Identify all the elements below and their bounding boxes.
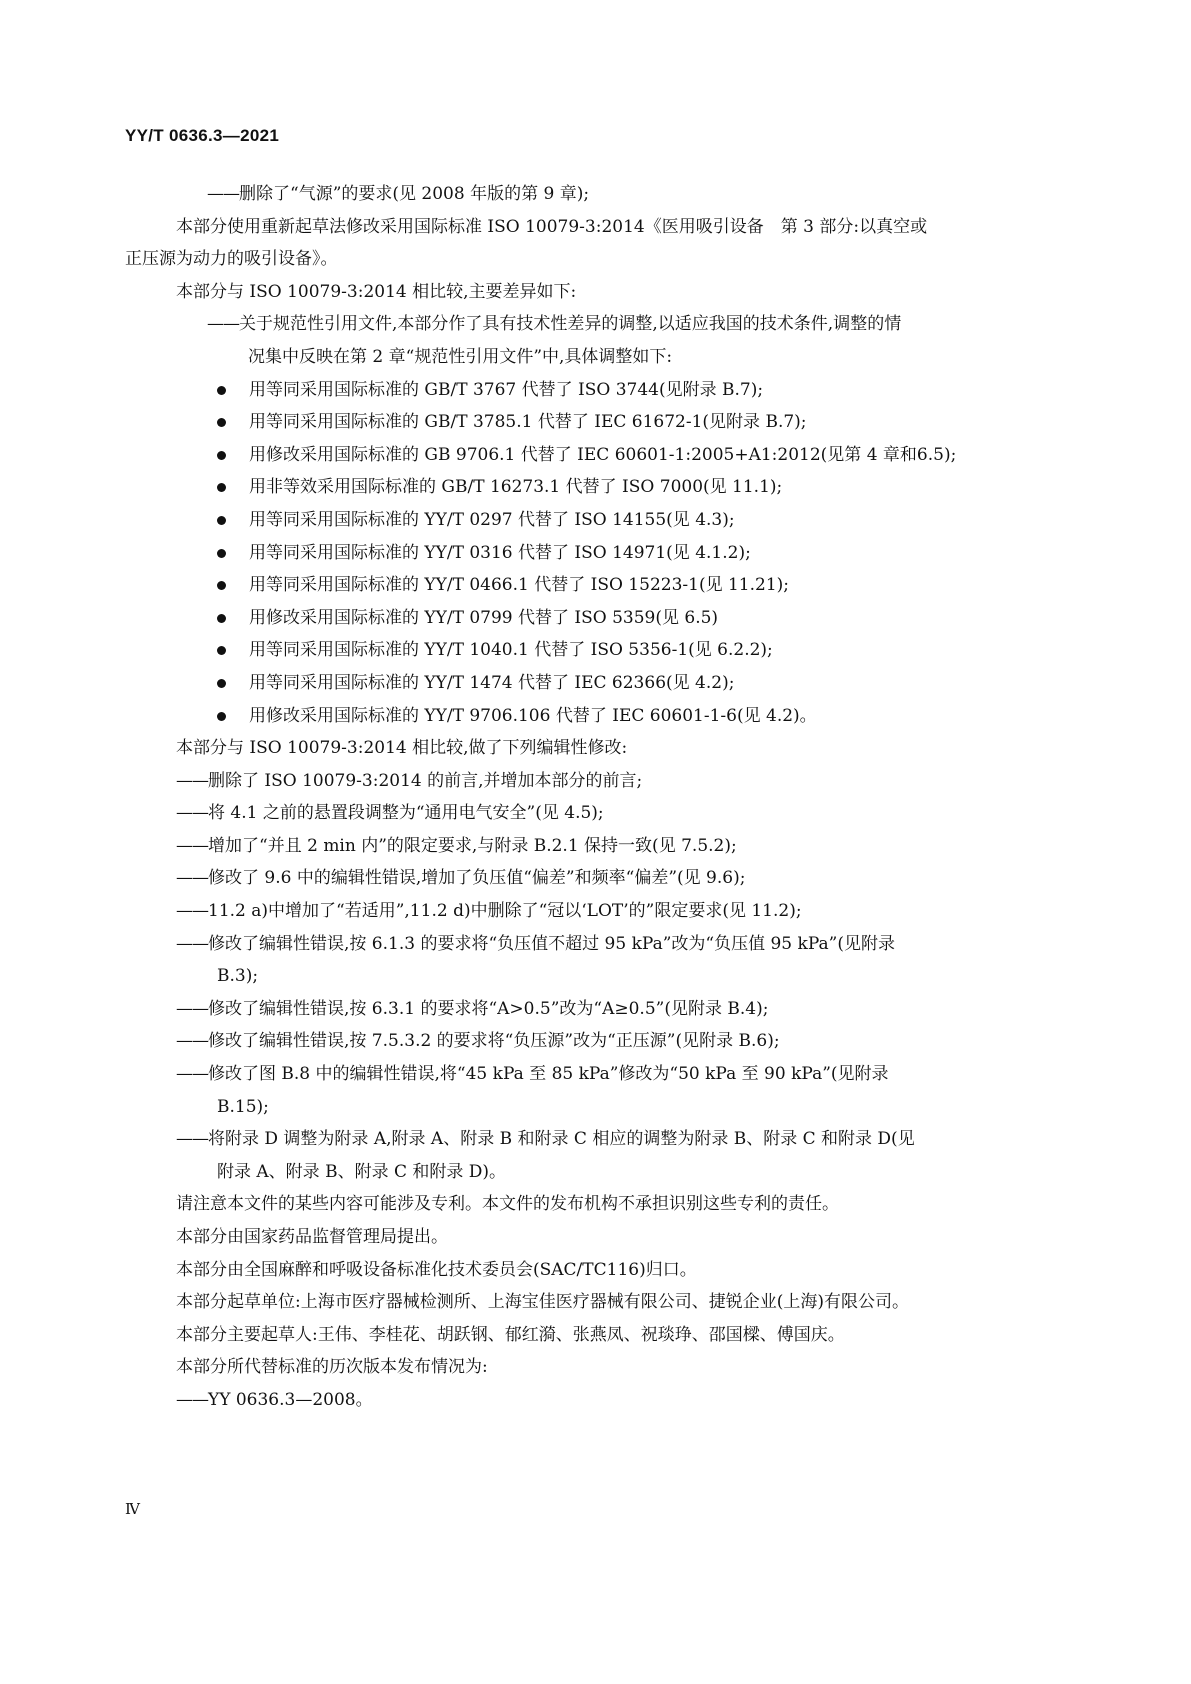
removed-gas-source-item [166,178,1065,211]
technical-differences-intro: 本部分与 ISO 10079-3:2014 相比较,主要差异如下: [176,281,577,302]
bullet-icon [217,679,226,688]
list-item [125,634,1065,667]
list-item-text: 用等同采用国际标准的 YY/T 0297 代替了 ISO 14155(见 4.3); [249,509,735,530]
removed-gas-source-text: 删除了“气源”的要求(见 2008 年版的第 9 章); [239,184,590,204]
dash-mark: —— [176,803,208,824]
foreword-content [125,178,1065,1417]
bullet-icon [217,451,226,460]
editorial-intro: 本部分与 ISO 10079-3:2014 相比较,做了下列编辑性修改: [176,738,628,759]
list-item [125,700,1065,733]
normative-refs-line-1: 关于规范性引用文件,本部分作了具有技术性差异的调整,以适应我国的技术条件,调整的情 [239,314,902,335]
bullet-icon [217,712,226,721]
editorial-item-line-2: B.15); [217,1096,269,1117]
dash-mark: —— [176,868,208,889]
list-item [125,504,1065,537]
editorial-item [176,1058,1065,1123]
dash-mark: —— [176,1389,208,1410]
drafting-units: 本部分起草单位:上海市医疗器械检测所、上海宝佳医疗器械有限公司、捷锐企业(上海)有限公司。 [176,1292,909,1313]
editorial-item [176,862,1065,895]
editorial-item-line-1: 将附录 D 调整为附录 A,附录 A、附录 B 和附录 C 相应的调整为附录 B、附录 C 和附录 D(见 [208,1129,915,1150]
reference-replacement-list [125,374,1065,733]
dash-mark: —— [176,933,208,954]
bullet-icon [217,549,226,558]
list-item-text: 用等同采用国际标准的 GB/T 3767 代替了 ISO 3744(见附录 B.7); [249,379,764,400]
list-item [125,439,1065,472]
editorial-item-line-1: 修改了图 B.8 中的编辑性错误,将“45 kPa 至 85 kPa”修改为“50 kPa 至 90 kPa”(见附录 [208,1064,889,1085]
editorial-item [176,895,1065,928]
standard-code-header: YY/T 0636.3—2021 [125,126,280,145]
editorial-item [176,1123,1065,1188]
editorial-item [176,1025,1065,1058]
dash-mark: —— [176,1129,208,1150]
list-item [125,667,1065,700]
normative-refs-line-2: 况集中反映在第 2 章“规范性引用文件”中,具体调整如下: [248,346,673,367]
list-item [125,602,1065,635]
list-item [125,537,1065,570]
bullet-icon [217,646,226,655]
editorial-item-line-1: 修改了编辑性错误,按 7.5.3.2 的要求将“负压源”改为“正压源”(见附录 B.6); [208,1031,780,1052]
dash-mark: —— [207,314,239,335]
editorial-item-line-2: 附录 A、附录 B、附录 C 和附录 D)。 [217,1161,507,1182]
list-item-text: 用等同采用国际标准的 YY/T 1040.1 代替了 ISO 5356-1(见 6.2.2); [249,640,773,661]
bullet-icon [217,581,226,590]
bullet-icon [217,483,226,492]
editorial-item-line-1: 修改了编辑性错误,按 6.3.1 的要求将“A>0.5”改为“A≥0.5”(见附录 B.4); [208,998,769,1019]
proposed-by: 本部分由国家药品监督管理局提出。 [176,1227,448,1247]
bullet-icon [217,614,226,623]
page-number: Ⅳ [125,1500,140,1518]
list-item-text: 用修改采用国际标准的 GB 9706.1 代替了 IEC 60601-1:2005+A1:2012(见第 4 章和6.5); [249,444,957,465]
list-item [125,471,1065,504]
normative-refs-item [166,308,1065,373]
list-item [125,569,1065,602]
bullet-icon [217,516,226,525]
editorial-item-line-1: 增加了“并且 2 min 内”的限定要求,与附录 B.2.1 保持一致(见 7.5.2); [208,835,737,856]
editorial-item [176,797,1065,830]
dash-mark: —— [176,770,208,791]
list-item [125,374,1065,407]
editorial-item-line-1: 将 4.1 之前的悬置段调整为“通用电气安全”(见 4.5); [208,803,604,824]
bullet-icon [217,418,226,427]
dash-mark: —— [176,835,208,856]
editorial-item [176,928,1065,993]
list-item-text: 用修改采用国际标准的 YY/T 9706.106 代替了 IEC 60601-1-6(见 4.2)。 [249,705,817,726]
editorial-item-line-1: 修改了 9.6 中的编辑性错误,增加了负压值“偏差”和频率“偏差”(见 9.6); [208,868,746,889]
history-item-text: YY 0636.3—2008。 [208,1389,373,1410]
dash-mark: —— [176,1064,208,1085]
list-item-text: 用非等效采用国际标准的 GB/T 16273.1 代替了 ISO 7000(见 11.1); [249,477,783,498]
list-item [125,406,1065,439]
adoption-line-1: 本部分使用重新起草法修改采用国际标准 ISO 10079-3:2014《医用吸引设备 第 3 部分:以真空或 [176,216,928,237]
list-item-text: 用等同采用国际标准的 YY/T 1474 代替了 IEC 62366(见 4.2); [249,672,735,693]
editorial-item-line-1: 删除了 ISO 10079-3:2014 的前言,并增加本部分的前言; [208,770,643,791]
drafters: 本部分主要起草人:王伟、李桂花、胡跃钢、郁红漪、张燕凤、祝琰琤、邵国樑、傅国庆。 [176,1324,845,1345]
dash-mark: —— [207,184,239,204]
list-item-text: 用等同采用国际标准的 GB/T 3785.1 代替了 IEC 61672-1(见附录 B.7); [249,412,807,433]
dash-mark: —— [176,901,208,922]
list-item-text: 用修改采用国际标准的 YY/T 0799 代替了 ISO 5359(见 6.5) [249,607,719,628]
editorial-item-line-1: 修改了编辑性错误,按 6.1.3 的要求将“负压值不超过 95 kPa”改为“负压值 95 kPa”(见附录 [208,933,895,954]
editorial-item [176,830,1065,863]
centralized-by: 本部分由全国麻醉和呼吸设备标准化技术委员会(SAC/TC116)归口。 [176,1259,697,1280]
editorial-item [176,993,1065,1026]
patent-notice: 请注意本文件的某些内容可能涉及专利。本文件的发布机构不承担识别这些专利的责任。 [176,1194,839,1215]
history-item [176,1384,1065,1417]
list-item-text: 用等同采用国际标准的 YY/T 0466.1 代替了 ISO 15223-1(见 11.21); [249,575,790,596]
editorial-item-line-2: B.3); [217,966,259,987]
editorial-item-line-1: 11.2 a)中增加了“若适用”,11.2 d)中删除了“冠以‘LOT’的”限定要求(见 11.2); [208,901,802,922]
adoption-line-2: 正压源为动力的吸引设备》。 [125,249,338,270]
dash-mark: —— [176,1031,208,1052]
editorial-list [125,765,1065,1189]
bullet-icon [217,386,226,395]
dash-mark: —— [176,998,208,1019]
history-intro: 本部分所代替标准的历次版本发布情况为: [176,1357,488,1378]
editorial-item [176,765,1065,798]
list-item-text: 用等同采用国际标准的 YY/T 0316 代替了 ISO 14971(见 4.1.2); [249,542,751,563]
